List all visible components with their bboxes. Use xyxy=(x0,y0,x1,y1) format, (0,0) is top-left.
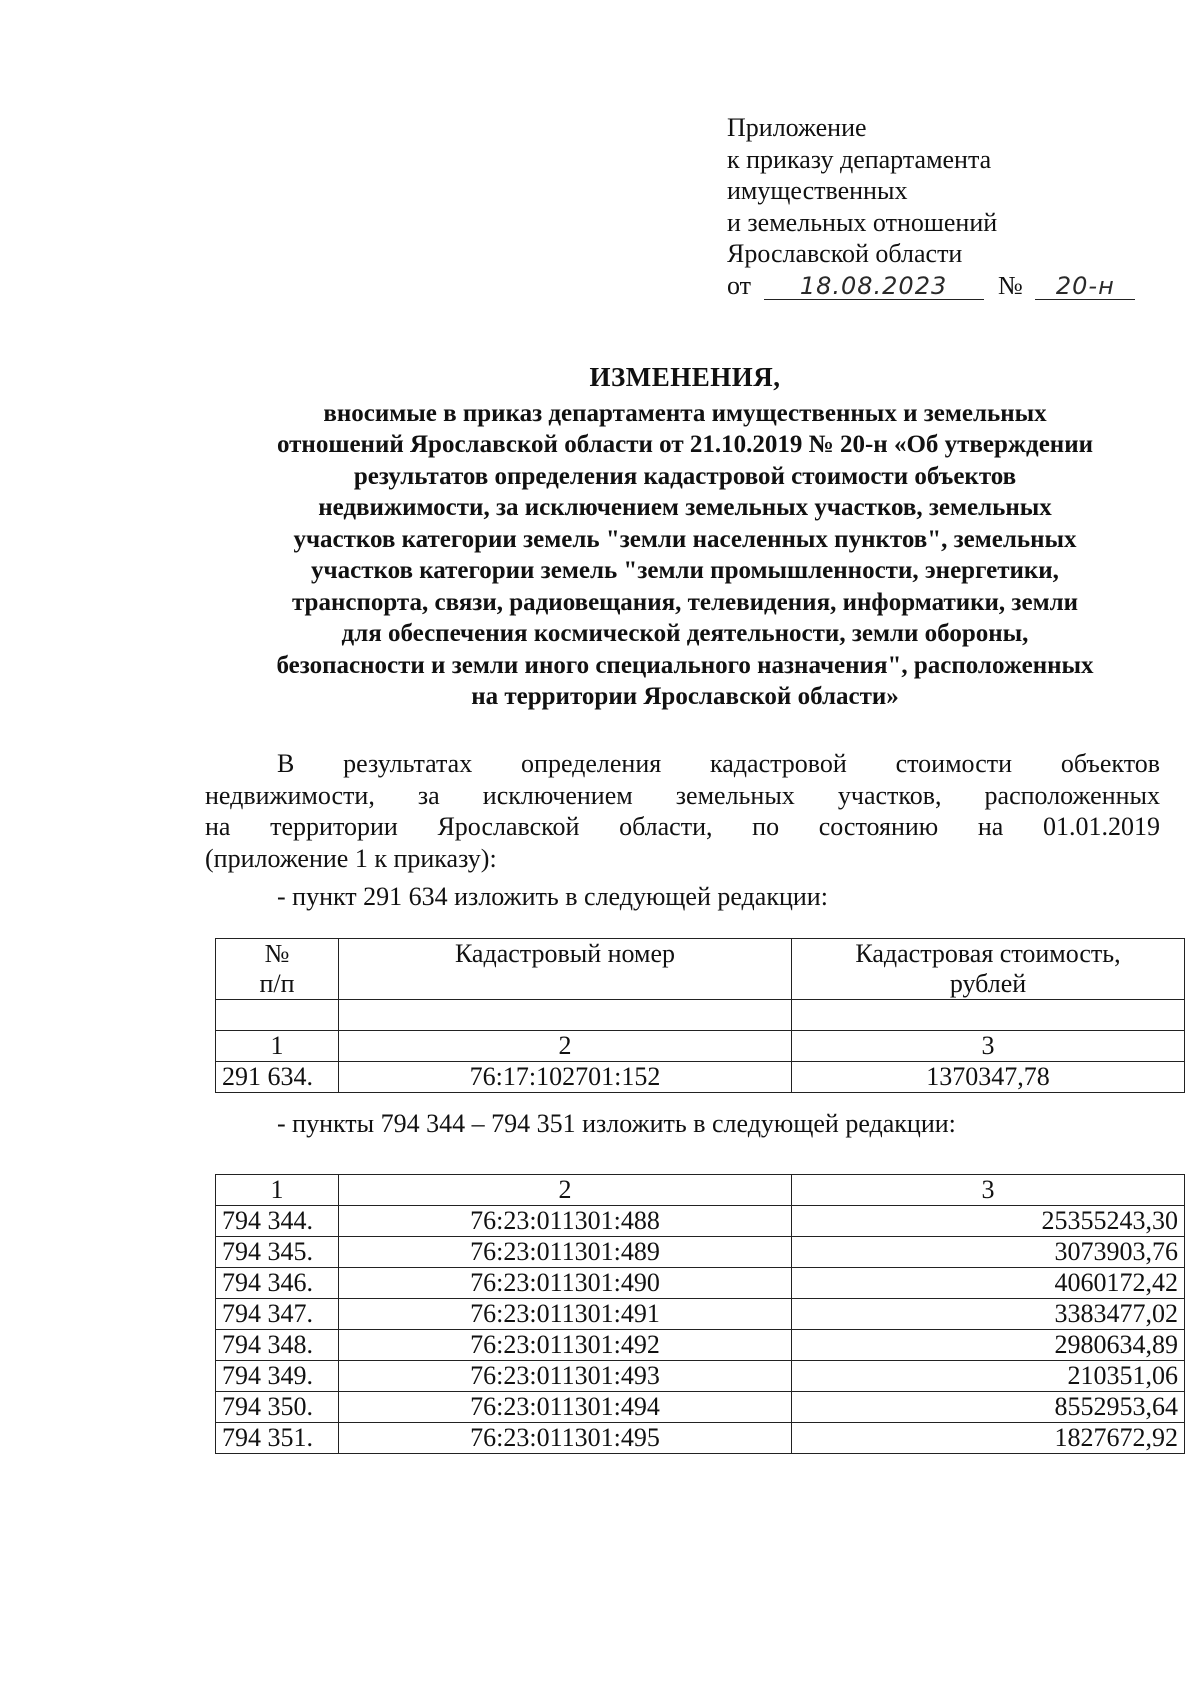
annex-line: к приказу департамента xyxy=(727,144,992,174)
header-text: рублей xyxy=(949,969,1027,998)
row-number-cell: 794 346. xyxy=(216,1268,339,1299)
title-heading: ИЗМЕНЕНИЯ, xyxy=(589,362,781,392)
table-index-row xyxy=(216,1031,1185,1062)
table-794344-794351 xyxy=(215,1174,1185,1454)
index-cell: 2 xyxy=(339,1175,792,1206)
table-gap-row xyxy=(216,1000,1185,1031)
cadastral-value-cell: 210351,06 xyxy=(792,1361,1185,1392)
header-text: Кадастровый номер xyxy=(454,939,676,968)
header-cell-cadastral-number xyxy=(339,939,792,1000)
table-row xyxy=(216,1268,1185,1299)
row-number-cell: 794 344. xyxy=(216,1206,339,1237)
annex-line: Ярославской области xyxy=(727,239,963,268)
number-prefix: № xyxy=(998,270,1023,300)
annex-header xyxy=(727,112,1147,301)
row-number-cell: 794 347. xyxy=(216,1299,339,1330)
title-line: для обеспечения космической деятельности, земли обороны, xyxy=(341,620,1029,647)
title-line: транспорта, связи, радиовещания, телевидения, информатики, земли xyxy=(291,588,1079,616)
index-cell: 2 xyxy=(339,1031,792,1062)
annex-date-line xyxy=(727,270,1147,302)
cadastral-value-cell: 4060172,42 xyxy=(792,1268,1185,1299)
annex-line: Приложение xyxy=(727,113,867,142)
document-title xyxy=(205,362,1165,713)
annex-line: и земельных отношений xyxy=(727,207,998,237)
cadastral-number-cell: 76:23:011301:490 xyxy=(339,1268,792,1299)
cadastral-number-cell: 76:23:011301:494 xyxy=(339,1392,792,1423)
cadastral-number-cell: 76:17:102701:152 xyxy=(339,1062,792,1093)
instruction-1: - пункт 291 634 изложить в следующей редакции: xyxy=(277,882,828,911)
paragraph-line: на территории Ярославской области, по состоянию на 01.01.2019 xyxy=(205,812,1160,841)
table-row xyxy=(216,1361,1185,1392)
header-text: № xyxy=(264,939,290,968)
paragraph-line: недвижимости, за исключением земельных участков, расположенных xyxy=(205,780,1160,810)
row-number-cell: 794 345. xyxy=(216,1237,339,1268)
table-291634 xyxy=(215,938,1185,1093)
instruction-2-block xyxy=(205,1108,1160,1140)
header-text: п/п xyxy=(259,969,295,998)
title-line: результатов определения кадастровой стоимости объектов xyxy=(353,462,1017,490)
title-line: отношений Ярославской области от 21.10.2019 № 20-н «Об утверждении xyxy=(276,431,1094,458)
table-row xyxy=(216,1062,1185,1093)
cadastral-value-cell: 1827672,92 xyxy=(792,1423,1185,1454)
table-row xyxy=(216,1392,1185,1423)
row-number-cell: 794 348. xyxy=(216,1330,339,1361)
title-line: вносимые в приказ департамента имущественных и земельных xyxy=(323,399,1047,427)
handwritten-date: 18.08.2023 xyxy=(764,273,984,300)
index-cell: 1 xyxy=(216,1175,339,1206)
table-index-row xyxy=(216,1175,1185,1206)
cadastral-value-cell: 3383477,02 xyxy=(792,1299,1185,1330)
table-row xyxy=(216,1330,1185,1361)
cadastral-value-cell: 1370347,78 xyxy=(792,1062,1185,1093)
cadastral-number-cell: 76:23:011301:489 xyxy=(339,1237,792,1268)
header-cell-number xyxy=(216,939,339,1000)
title-line: участков категории земель "земли населенных пунктов", земельных xyxy=(293,525,1077,553)
row-number-cell: 794 350. xyxy=(216,1392,339,1423)
cadastral-value-cell: 25355243,30 xyxy=(792,1206,1185,1237)
cadastral-number-cell: 76:23:011301:492 xyxy=(339,1330,792,1361)
annex-line: имущественных xyxy=(727,176,908,205)
header-cell-cadastral-value xyxy=(792,939,1185,1000)
title-line: недвижимости, за исключением земельных участков, земельных xyxy=(318,494,1052,521)
table-row xyxy=(216,1206,1185,1237)
header-text: Кадастровая стоимость, xyxy=(855,939,1121,968)
row-number-cell: 291 634. xyxy=(216,1062,339,1093)
body-paragraph xyxy=(205,748,1160,913)
cadastral-value-cell: 2980634,89 xyxy=(792,1330,1185,1361)
cadastral-number-cell: 76:23:011301:488 xyxy=(339,1206,792,1237)
paragraph-line: В результатах определения кадастровой стоимости объектов xyxy=(277,749,1160,778)
title-line: на территории Ярославской области» xyxy=(471,683,899,710)
index-cell: 3 xyxy=(792,1031,1185,1062)
paragraph-line: (приложение 1 к приказу): xyxy=(205,843,497,873)
table-row xyxy=(216,1237,1185,1268)
index-cell: 3 xyxy=(792,1175,1185,1206)
cadastral-number-cell: 76:23:011301:493 xyxy=(339,1361,792,1392)
cadastral-number-cell: 76:23:011301:495 xyxy=(339,1423,792,1454)
row-number-cell: 794 351. xyxy=(216,1423,339,1454)
table-row xyxy=(216,1299,1185,1330)
table-header-row xyxy=(216,939,1185,1000)
cadastral-value-cell: 3073903,76 xyxy=(792,1237,1185,1268)
title-line: участков категории земель "земли промышленности, энергетики, xyxy=(311,557,1059,584)
title-line: безопасности и земли иного специального назначения", расположенных xyxy=(276,651,1094,679)
index-cell: 1 xyxy=(216,1031,339,1062)
row-number-cell: 794 349. xyxy=(216,1361,339,1392)
cadastral-value-cell: 8552953,64 xyxy=(792,1392,1185,1423)
date-prefix: от xyxy=(727,270,752,300)
cadastral-number-cell: 76:23:011301:491 xyxy=(339,1299,792,1330)
table-row xyxy=(216,1423,1185,1454)
handwritten-number: 20-н xyxy=(1035,273,1135,300)
instruction-2: - пункты 794 344 – 794 351 изложить в следующей редакции: xyxy=(277,1109,956,1138)
